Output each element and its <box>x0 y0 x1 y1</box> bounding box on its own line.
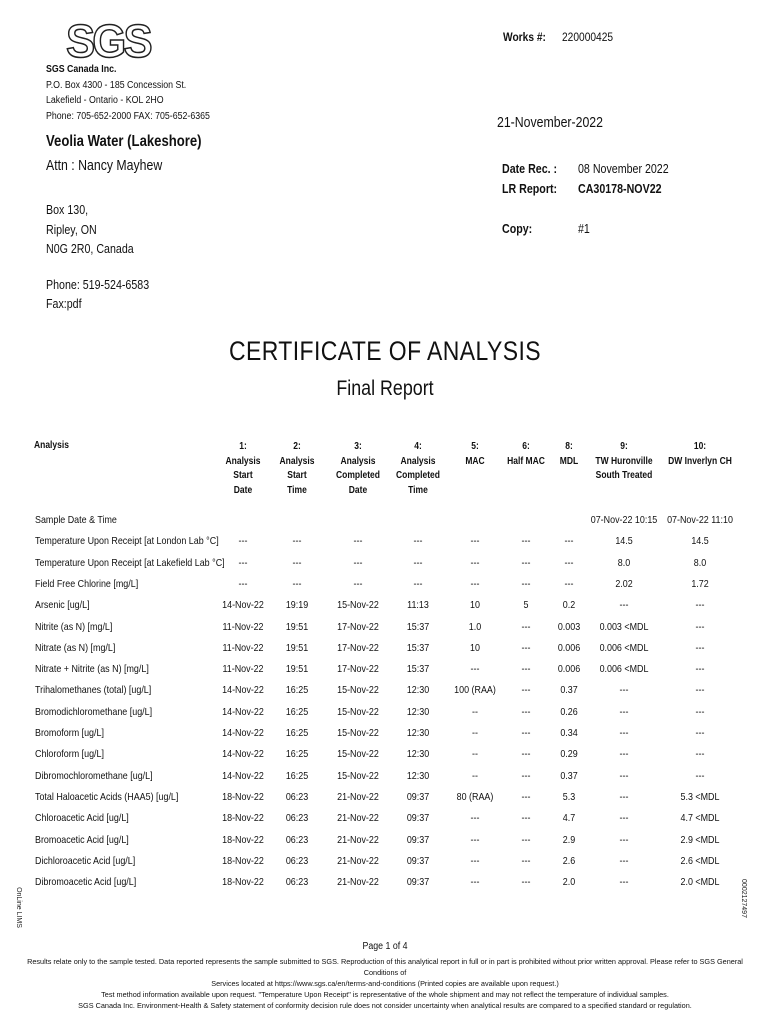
row-cell-col-2: --- <box>292 556 302 569</box>
row-cell-col-3: --- <box>353 556 363 569</box>
row-cell-col-9: 2.9 <MDL <box>680 833 720 846</box>
page-number: Page 1 of 4 <box>362 941 408 952</box>
col-header-4-l3: Completed Time <box>396 470 440 496</box>
client-fax: Fax:pdf <box>46 295 82 311</box>
row-cell-col-3: 15-Nov-22 <box>337 748 379 761</box>
row-cell-col-4: 12:30 <box>406 727 430 739</box>
row-cell-col-9: --- <box>695 663 705 676</box>
col-header-10-num: 10: <box>693 441 707 452</box>
row-cell-col-3: 15-Nov-22 <box>337 727 379 739</box>
col-header-6 <box>505 440 548 469</box>
table-row <box>0 663 770 684</box>
date-rec-value: 08 November 2022 <box>578 161 669 176</box>
col-header-2-num: 2: <box>293 441 301 452</box>
row-cell-col-8: 07-Nov-22 10:15 <box>590 514 658 526</box>
report-date: 21-November-2022 <box>497 114 603 131</box>
row-cell-col-1: 18-Nov-22 <box>222 833 264 846</box>
row-cell-col-1: 18-Nov-22 <box>222 790 264 803</box>
col-header-1-num: 1: <box>239 441 247 452</box>
row-analysis-name: Chloroform [ug/L] <box>35 748 104 761</box>
analysis-column-header: Analysis <box>34 440 69 451</box>
row-cell-col-2: 16:25 <box>285 705 309 718</box>
row-cell-col-3: 17-Nov-22 <box>337 620 379 633</box>
row-cell-col-4: --- <box>413 556 423 569</box>
lab-phone-fax: Phone: 705-652-2000 FAX: 705-652-6365 <box>46 110 210 122</box>
sgs-logo: SGS <box>66 15 150 67</box>
row-cell-col-8: --- <box>619 769 629 782</box>
lr-report-value: CA30178-NOV22 <box>578 181 662 196</box>
client-phone: Phone: 519-524-6583 <box>46 277 150 292</box>
table-row <box>0 791 770 812</box>
table-row <box>0 812 770 833</box>
table-row <box>0 855 770 876</box>
row-cell-col-5: --- <box>470 556 480 569</box>
col-header-8 <box>552 440 586 469</box>
copy-value: #1 <box>578 221 590 236</box>
row-cell-col-2: 06:23 <box>285 790 309 803</box>
row-cell-col-5: --- <box>470 876 480 889</box>
row-analysis-name: Chloroacetic Acid [ug/L] <box>35 812 129 825</box>
client-address-2: Ripley, ON <box>46 221 97 237</box>
footer-line-4: SGS Canada Inc. Environment-Health & Safety statement of conformity decision rule does not consider uncertainty when analytical results are compared to a specified standard or regulation. <box>78 1001 692 1010</box>
row-cell-col-3: 15-Nov-22 <box>337 769 379 782</box>
table-row <box>0 684 770 705</box>
row-cell-col-5: --- <box>470 854 480 867</box>
lab-info <box>46 62 210 124</box>
table-row <box>0 535 770 556</box>
row-cell-col-2: 06:23 <box>285 854 309 867</box>
row-cell-col-9: 07-Nov-22 11:10 <box>667 514 733 526</box>
row-cell-col-6: --- <box>521 769 531 782</box>
table-row <box>0 514 770 535</box>
date-rec-label: Date Rec. : <box>502 161 558 176</box>
col-header-3 <box>326 440 391 498</box>
row-cell-col-6: --- <box>521 684 531 697</box>
row-cell-col-5: 10 <box>470 599 480 612</box>
row-cell-col-9: --- <box>695 727 705 739</box>
row-cell-col-4: 12:30 <box>406 705 430 718</box>
row-cell-col-7: 0.34 <box>560 727 578 739</box>
col-header-5-num: 5: <box>471 441 479 452</box>
row-cell-col-7: --- <box>564 535 574 548</box>
row-cell-col-8: --- <box>619 705 629 718</box>
table-row <box>0 599 770 620</box>
row-cell-col-6: --- <box>521 535 531 548</box>
col-header-2-l3: Time <box>287 484 307 496</box>
row-cell-col-4: 12:30 <box>406 684 430 697</box>
col-header-4-l2: Analysis <box>400 455 436 467</box>
row-cell-col-2: 19:51 <box>285 663 309 676</box>
side-text-right: 0002127497 <box>739 879 747 918</box>
client-attn: Attn : Nancy Mayhew <box>46 157 163 174</box>
row-cell-col-8: 8.0 <box>617 556 631 569</box>
row-cell-col-6: --- <box>521 833 531 846</box>
row-cell-col-8: 2.02 <box>615 577 633 590</box>
row-cell-col-1: --- <box>238 535 248 548</box>
table-row <box>0 770 770 791</box>
row-cell-col-5: --- <box>470 812 480 825</box>
row-cell-col-5: -- <box>472 769 478 782</box>
row-cell-col-4: 09:37 <box>406 876 430 889</box>
row-cell-col-4: 15:37 <box>406 620 430 633</box>
row-cell-col-4: --- <box>413 535 423 548</box>
row-cell-col-1: 11-Nov-22 <box>222 641 264 654</box>
row-cell-col-6: --- <box>521 727 531 739</box>
row-cell-col-7: --- <box>564 556 574 569</box>
table-row <box>0 557 770 578</box>
row-cell-col-1: 14-Nov-22 <box>222 705 264 718</box>
row-cell-col-9: 8.0 <box>693 556 707 569</box>
row-cell-col-8: --- <box>619 876 629 889</box>
row-cell-col-5: --- <box>470 535 480 548</box>
col-header-3-l3: Completed Date <box>336 470 380 496</box>
row-cell-col-9: 2.6 <MDL <box>680 854 720 867</box>
table-row <box>0 748 770 769</box>
row-cell-col-5: -- <box>472 727 478 739</box>
row-cell-col-7: 0.006 <box>557 663 581 676</box>
row-cell-col-5: --- <box>470 833 480 846</box>
row-cell-col-8: --- <box>619 854 629 867</box>
row-cell-col-2: 19:51 <box>285 641 309 654</box>
table-row <box>0 834 770 855</box>
copy-label: Copy: <box>502 221 533 236</box>
row-cell-col-6: --- <box>521 854 531 867</box>
col-header-5 <box>454 440 497 469</box>
col-header-1 <box>218 440 269 498</box>
row-cell-col-3: 15-Nov-22 <box>337 599 379 612</box>
row-cell-col-9: --- <box>695 620 705 633</box>
table-row <box>0 727 770 748</box>
lab-name: SGS Canada Inc. <box>46 64 117 75</box>
col-header-9-l2: TW Huronville <box>595 455 653 467</box>
row-cell-col-6: --- <box>521 790 531 803</box>
row-cell-col-9: 5.3 <MDL <box>680 790 720 803</box>
row-cell-col-7: --- <box>564 577 574 590</box>
row-cell-col-3: 21-Nov-22 <box>337 790 379 803</box>
row-cell-col-9: 2.0 <MDL <box>680 876 720 889</box>
row-cell-col-2: 16:25 <box>285 769 309 782</box>
table-row <box>0 621 770 642</box>
row-cell-col-7: 0.003 <box>557 620 581 633</box>
row-analysis-name: Total Haloacetic Acids (HAA5) [ug/L] <box>35 790 179 803</box>
client-address <box>46 200 134 259</box>
row-cell-col-3: 21-Nov-22 <box>337 812 379 825</box>
footer-line-3: Test method information available upon request. "Temperature Upon Receipt" is representative of the whole shipment and may not reflect the temperature of individual samples. <box>101 990 669 999</box>
row-cell-col-4: 09:37 <box>406 833 430 846</box>
row-analysis-name: Bromoacetic Acid [ug/L] <box>35 833 129 846</box>
row-cell-col-7: 0.006 <box>557 641 581 654</box>
row-cell-col-5: -- <box>472 748 478 761</box>
row-cell-col-5: 80 (RAA) <box>456 790 494 803</box>
row-cell-col-3: 21-Nov-22 <box>337 876 379 889</box>
table-row <box>0 876 770 897</box>
row-cell-col-1: 18-Nov-22 <box>222 812 264 825</box>
row-cell-col-8: --- <box>619 684 629 697</box>
row-analysis-name: Temperature Upon Receipt [at Lakefield Lab °C] <box>35 556 225 569</box>
certificate-title: CERTIFICATE OF ANALYSIS <box>228 336 542 366</box>
row-cell-col-7: 2.6 <box>562 854 576 867</box>
row-analysis-name: Nitrite (as N) [mg/L] <box>35 620 113 633</box>
works-value: 220000425 <box>562 30 614 44</box>
row-cell-col-4: 09:37 <box>406 854 430 867</box>
side-text-left: OnLine LIMS <box>14 887 22 928</box>
row-cell-col-8: --- <box>619 790 629 803</box>
row-cell-col-4: 12:30 <box>406 748 430 761</box>
row-analysis-name: Nitrate + Nitrite (as N) [mg/L] <box>35 663 149 676</box>
row-cell-col-2: --- <box>292 577 302 590</box>
row-cell-col-2: 19:51 <box>285 620 309 633</box>
col-header-6-l2: Half MAC <box>507 455 545 467</box>
col-header-9-l3: South Treated <box>595 470 653 481</box>
row-cell-col-6: --- <box>521 663 531 676</box>
client-contact <box>46 276 149 313</box>
row-cell-col-3: 17-Nov-22 <box>337 663 379 676</box>
row-cell-col-9: --- <box>695 705 705 718</box>
row-cell-col-2: 06:23 <box>285 876 309 889</box>
col-header-4 <box>386 440 451 498</box>
row-cell-col-9: --- <box>695 641 705 654</box>
row-cell-col-1: --- <box>238 577 248 590</box>
col-header-4-num: 4: <box>414 441 422 452</box>
row-cell-col-9: --- <box>695 684 705 697</box>
row-cell-col-2: 19:19 <box>285 599 309 612</box>
row-cell-col-2: --- <box>292 535 302 548</box>
row-cell-col-6: 5 <box>523 599 529 612</box>
row-cell-col-8: --- <box>619 833 629 846</box>
row-cell-col-8: 0.003 <MDL <box>599 620 649 633</box>
row-analysis-name: Bromoform [ug/L] <box>35 727 104 739</box>
row-cell-col-7: 0.37 <box>560 769 578 782</box>
col-header-2 <box>272 440 323 498</box>
lr-report-label: LR Report: <box>502 181 558 196</box>
table-row <box>0 578 770 599</box>
col-header-1-l2: Analysis Start <box>225 455 261 481</box>
row-cell-col-9: 14.5 <box>691 535 709 548</box>
row-cell-col-2: 16:25 <box>285 684 309 697</box>
row-cell-col-8: --- <box>619 812 629 825</box>
row-analysis-name: Trihalomethanes (total) [ug/L] <box>35 684 152 697</box>
row-cell-col-7: 5.3 <box>562 790 576 803</box>
row-cell-col-4: 11:13 <box>407 599 429 612</box>
row-cell-col-9: 1.72 <box>691 577 709 590</box>
client-address-3: N0G 2R0, Canada <box>46 241 134 256</box>
row-cell-col-6: --- <box>521 620 531 633</box>
row-cell-col-7: 2.9 <box>562 833 576 846</box>
row-cell-col-7: 4.7 <box>562 812 576 825</box>
report-subtitle: Final Report <box>336 377 434 400</box>
row-cell-col-8: 14.5 <box>615 535 633 548</box>
row-cell-col-8: --- <box>619 599 629 612</box>
row-cell-col-1: 11-Nov-22 <box>222 620 264 633</box>
row-cell-col-4: 09:37 <box>406 790 430 803</box>
row-cell-col-4: 12:30 <box>406 769 430 782</box>
row-analysis-name: Dibromochloromethane [ug/L] <box>35 769 153 782</box>
row-cell-col-8: 0.006 <MDL <box>599 641 649 654</box>
row-cell-col-5: --- <box>470 663 480 676</box>
col-header-9-num: 9: <box>620 441 628 452</box>
lab-address-1: P.O. Box 4300 - 185 Concession St. <box>46 79 187 91</box>
row-cell-col-1: 14-Nov-22 <box>222 727 264 739</box>
row-cell-col-5: 1.0 <box>468 620 482 633</box>
row-cell-col-3: 15-Nov-22 <box>337 705 379 718</box>
row-cell-col-5: -- <box>472 705 478 718</box>
footer-disclaimer <box>10 956 760 1011</box>
row-analysis-name: Temperature Upon Receipt [at London Lab °C] <box>35 535 219 548</box>
row-cell-col-6: --- <box>521 812 531 825</box>
col-header-3-l2: Analysis <box>340 455 376 467</box>
row-cell-col-6: --- <box>521 705 531 718</box>
row-cell-col-8: --- <box>619 748 629 761</box>
row-cell-col-3: --- <box>353 535 363 548</box>
row-cell-col-4: --- <box>413 577 423 590</box>
row-cell-col-5: --- <box>470 577 480 590</box>
row-cell-col-1: 14-Nov-22 <box>222 769 264 782</box>
lab-address-2: Lakefield - Ontario - KOL 2HO <box>46 95 164 106</box>
row-cell-col-4: 15:37 <box>406 663 430 676</box>
col-header-2-l2: Analysis Start <box>279 455 315 481</box>
row-analysis-name: Nitrate (as N) [mg/L] <box>35 641 116 654</box>
row-cell-col-2: 16:25 <box>285 727 309 739</box>
row-cell-col-1: 18-Nov-22 <box>222 876 264 889</box>
footer-line-2: Services located at https://www.sgs.ca/en/terms-and-conditions (Printed copies are available upon request.) <box>211 979 559 988</box>
row-cell-col-4: 09:37 <box>406 812 430 825</box>
row-cell-col-2: 06:23 <box>285 833 309 846</box>
works-label: Works #: <box>503 30 546 44</box>
row-analysis-name: Bromodichloromethane [ug/L] <box>35 705 153 718</box>
row-analysis-name: Dibromoacetic Acid [ug/L] <box>35 876 137 889</box>
row-cell-col-6: --- <box>521 641 531 654</box>
row-cell-col-4: 15:37 <box>406 641 430 654</box>
row-cell-col-3: 21-Nov-22 <box>337 854 379 867</box>
col-header-9 <box>590 440 658 484</box>
row-cell-col-1: 14-Nov-22 <box>222 684 264 697</box>
row-cell-col-9: --- <box>695 599 705 612</box>
row-cell-col-1: 18-Nov-22 <box>222 854 264 867</box>
client-name: Veolia Water (Lakeshore) <box>46 133 202 150</box>
row-cell-col-1: 11-Nov-22 <box>222 663 264 676</box>
row-cell-col-9: --- <box>695 748 705 761</box>
row-cell-col-6: --- <box>521 577 531 590</box>
row-cell-col-9: 4.7 <MDL <box>680 812 720 825</box>
col-header-6-num: 6: <box>522 441 530 452</box>
col-header-3-num: 3: <box>354 441 362 452</box>
row-cell-col-3: 17-Nov-22 <box>337 641 379 654</box>
col-header-10 <box>666 440 734 469</box>
row-cell-col-6: --- <box>521 748 531 761</box>
row-analysis-name: Sample Date & Time <box>35 514 117 526</box>
col-header-10-l2: DW Inverlyn CH <box>668 455 732 467</box>
row-cell-col-8: 0.006 <MDL <box>599 663 649 676</box>
col-header-8-l2: MDL <box>559 455 579 467</box>
row-cell-col-2: 06:23 <box>285 812 309 825</box>
col-header-5-l2: MAC <box>465 455 485 467</box>
table-row <box>0 642 770 663</box>
row-cell-col-7: 0.37 <box>560 684 578 697</box>
row-cell-col-3: --- <box>353 577 363 590</box>
row-cell-col-3: 21-Nov-22 <box>337 833 379 846</box>
row-cell-col-7: 0.26 <box>560 705 578 718</box>
row-cell-col-3: 15-Nov-22 <box>337 684 379 697</box>
col-header-8-num: 8: <box>565 441 573 452</box>
row-cell-col-6: --- <box>521 556 531 569</box>
row-cell-col-1: 14-Nov-22 <box>222 599 264 612</box>
row-analysis-name: Arsenic [ug/L] <box>35 599 90 612</box>
row-cell-col-9: --- <box>695 769 705 782</box>
row-cell-col-1: --- <box>238 556 248 569</box>
row-cell-col-5: 10 <box>470 641 480 654</box>
table-row <box>0 706 770 727</box>
row-analysis-name: Dichloroacetic Acid [ug/L] <box>35 854 136 867</box>
client-address-1: Box 130, <box>46 202 89 217</box>
footer-line-1: Results relate only to the sample tested. Data reported represents the sample submitted to SGS. Reproduction of this analytical report in full or in part is prohibited without prior written approval. Please refer to SGS General Conditions of <box>27 957 743 977</box>
row-cell-col-7: 2.0 <box>562 876 576 889</box>
row-cell-col-2: 16:25 <box>285 748 309 761</box>
row-cell-col-1: 14-Nov-22 <box>222 748 264 761</box>
row-cell-col-8: --- <box>619 727 629 739</box>
row-cell-col-7: 0.29 <box>560 748 578 761</box>
col-header-1-l3: Date <box>233 484 253 496</box>
row-cell-col-6: --- <box>521 876 531 889</box>
row-cell-col-5: 100 (RAA) <box>454 684 496 697</box>
row-cell-col-7: 0.2 <box>562 599 576 612</box>
row-analysis-name: Field Free Chlorine [mg/L] <box>35 577 139 590</box>
